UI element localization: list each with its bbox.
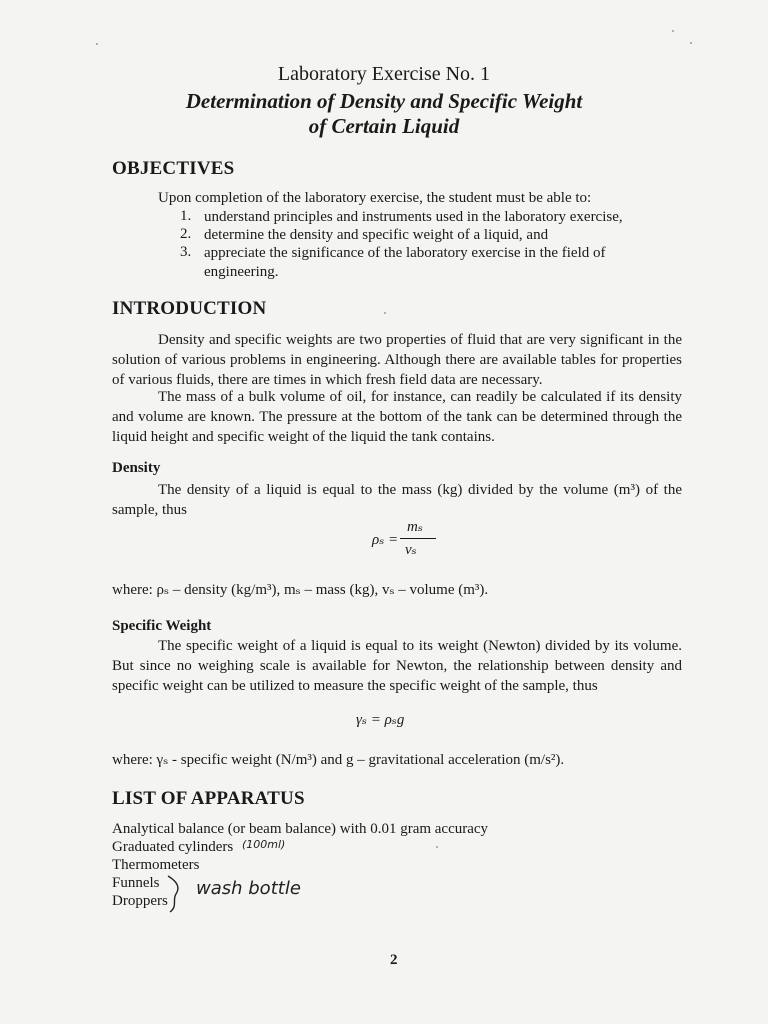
handwritten-volume-mark: (100ml) <box>242 838 286 851</box>
page-number: 2 <box>390 952 398 968</box>
objective-number: 1. <box>180 208 192 224</box>
introduction-paragraph-2: The mass of a bulk volume of oil, for instance, can readily be calculated if its density and volume are known. The pressure at the bottom of the tank can be determined through the liquid height and specific weight of the liquid the tank contains. <box>112 389 682 445</box>
paper-speck <box>384 312 386 314</box>
objective-text: understand principles and instruments used in the laboratory exercise, <box>204 209 623 225</box>
paper-speck <box>96 43 98 45</box>
handwritten-note: wash bottle <box>196 878 301 899</box>
paper-speck <box>436 846 438 848</box>
specific-weight-paragraph: The specific weight of a liquid is equal to its weight (Newton) divided by its volume. But since no weighing scale is available for Newton, the relationship between density and specific weight can be utilized to measure the specific weight of the sample, thus <box>112 638 682 694</box>
apparatus-item: Analytical balance (or beam balance) with 0.01 gram accuracy <box>112 821 489 837</box>
apparatus-item: Funnels <box>112 875 160 891</box>
density-formula-lhs: ρₛ = <box>372 532 399 548</box>
specific-weight-heading: Specific Weight <box>112 618 212 634</box>
paper-speck <box>672 30 674 32</box>
density-where: where: ρₛ – density (kg/m³), mₛ – mass (kg), vₛ – volume (m³). <box>112 582 489 598</box>
objective-text: determine the density and specific weight of a liquid, and <box>204 227 549 243</box>
objective-number: 2. <box>180 226 192 242</box>
objectives-intro: Upon completion of the laboratory exercise, the student must be able to: <box>158 190 592 206</box>
density-formula-numerator: mₛ <box>407 519 423 535</box>
exercise-title-cont: of Certain Liquid <box>308 114 460 138</box>
exercise-number: Laboratory Exercise No. 1 <box>277 63 491 85</box>
introduction-heading: INTRODUCTION <box>112 298 267 319</box>
apparatus-heading: LIST OF APPARATUS <box>112 788 305 809</box>
objective-text: appreciate the significance of the laboratory exercise in the field of engineering. <box>204 245 606 280</box>
apparatus-item: Graduated cylinders <box>112 839 234 855</box>
apparatus-item: Droppers <box>112 893 168 909</box>
objective-number: 3. <box>180 244 192 260</box>
specific-weight-where: where: γₛ - specific weight (N/m³) and g – gravitational acceleration (m/s²). <box>112 752 565 768</box>
apparatus-item: Thermometers <box>112 857 200 873</box>
density-heading: Density <box>112 460 161 476</box>
introduction-paragraph-1: Density and specific weights are two properties of fluid that are very significant in the solution of various problems in engineering. Although there are available tables for properties of various fluids, there are times in which fresh field data are necessary. <box>112 332 682 388</box>
objectives-heading: OBJECTIVES <box>112 158 235 179</box>
density-paragraph: The density of a liquid is equal to the mass (kg) divided by the volume (m³) of the sample, thus <box>112 482 682 518</box>
paper-speck <box>690 42 692 44</box>
specific-weight-formula: γₛ = ρₛg <box>356 712 405 728</box>
density-formula-denominator: vₛ <box>405 542 417 558</box>
exercise-title: Determination of Density and Specific Weight <box>185 89 583 113</box>
